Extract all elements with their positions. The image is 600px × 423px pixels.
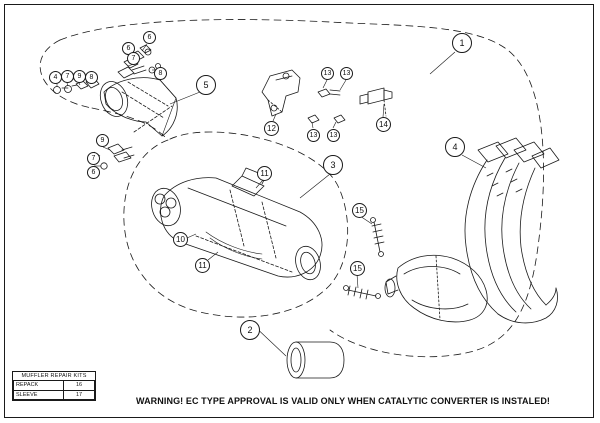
- callout-3[interactable]: [323, 155, 343, 175]
- callout-label: 13: [309, 132, 318, 139]
- callout-label: 11: [260, 168, 269, 178]
- callout-label: 8: [158, 70, 163, 77]
- callout-label: 13: [342, 70, 351, 77]
- callout-9b[interactable]: [73, 70, 86, 83]
- callout-13c[interactable]: [307, 129, 320, 142]
- callout-1[interactable]: [452, 33, 472, 53]
- legend-row-qty: 16: [64, 381, 95, 390]
- callout-label: 2: [247, 324, 253, 335]
- legend-row-name: REPACK: [14, 381, 64, 390]
- callout-label: 4: [53, 74, 58, 81]
- callout-label: 14: [379, 119, 388, 129]
- callout-4[interactable]: [445, 137, 465, 157]
- callout-label: 6: [126, 45, 131, 52]
- legend-row-qty: 17: [64, 390, 95, 399]
- callout-8a[interactable]: [154, 67, 167, 80]
- callout-13b[interactable]: [340, 67, 353, 80]
- callout-label: 9: [77, 73, 82, 80]
- callout-label: 8: [89, 74, 94, 81]
- callout-12[interactable]: [264, 121, 279, 136]
- callout-label: 7: [91, 155, 96, 162]
- legend-row-name: SLEEVE: [14, 390, 64, 399]
- callout-label: 5: [203, 79, 209, 90]
- callout-6a[interactable]: [143, 31, 156, 44]
- callout-label: 15: [355, 205, 364, 215]
- callout-15a[interactable]: [352, 203, 367, 218]
- warning-text: WARNING! EC TYPE APPROVAL IS VALID ONLY WHEN CATALYTIC CONVERTER IS INSTALED!: [135, 396, 551, 406]
- callout-label: 7: [65, 73, 70, 80]
- callout-13a[interactable]: [321, 67, 334, 80]
- callout-label: 10: [176, 234, 185, 244]
- callout-11a[interactable]: [195, 258, 210, 273]
- callout-7b[interactable]: [87, 152, 100, 165]
- legend-row: [14, 381, 95, 390]
- callout-7a[interactable]: [127, 52, 140, 65]
- callout-2[interactable]: [240, 320, 260, 340]
- callout-label: 11: [198, 260, 207, 270]
- callout-15b[interactable]: [350, 261, 365, 276]
- callout-label: 3: [330, 159, 336, 170]
- callout-label: 12: [267, 123, 276, 133]
- callout-10[interactable]: [173, 232, 188, 247]
- callout-label: 7: [131, 55, 136, 62]
- callout-label: 1: [459, 37, 465, 48]
- callout-11b[interactable]: [257, 166, 272, 181]
- legend-row: [14, 390, 95, 399]
- callout-label: 6: [147, 34, 152, 41]
- callout-label: 4: [452, 141, 458, 152]
- callout-6c[interactable]: [87, 166, 100, 179]
- callout-label: 13: [323, 70, 332, 77]
- callout-label: 15: [353, 263, 362, 273]
- callout-9a[interactable]: [96, 134, 109, 147]
- callout-8b[interactable]: [85, 71, 98, 84]
- callout-label: 13: [329, 132, 338, 139]
- legend-header: MUFFLER REPAIR KITS: [14, 372, 95, 381]
- callout-4b[interactable]: [49, 71, 62, 84]
- callout-label: 9: [100, 137, 105, 144]
- callout-label: 6: [91, 169, 96, 176]
- callout-14[interactable]: [376, 117, 391, 132]
- callout-7c[interactable]: [61, 70, 74, 83]
- callout-13d[interactable]: [327, 129, 340, 142]
- muffler-repair-kits-legend: [12, 371, 96, 401]
- callout-5[interactable]: [196, 75, 216, 95]
